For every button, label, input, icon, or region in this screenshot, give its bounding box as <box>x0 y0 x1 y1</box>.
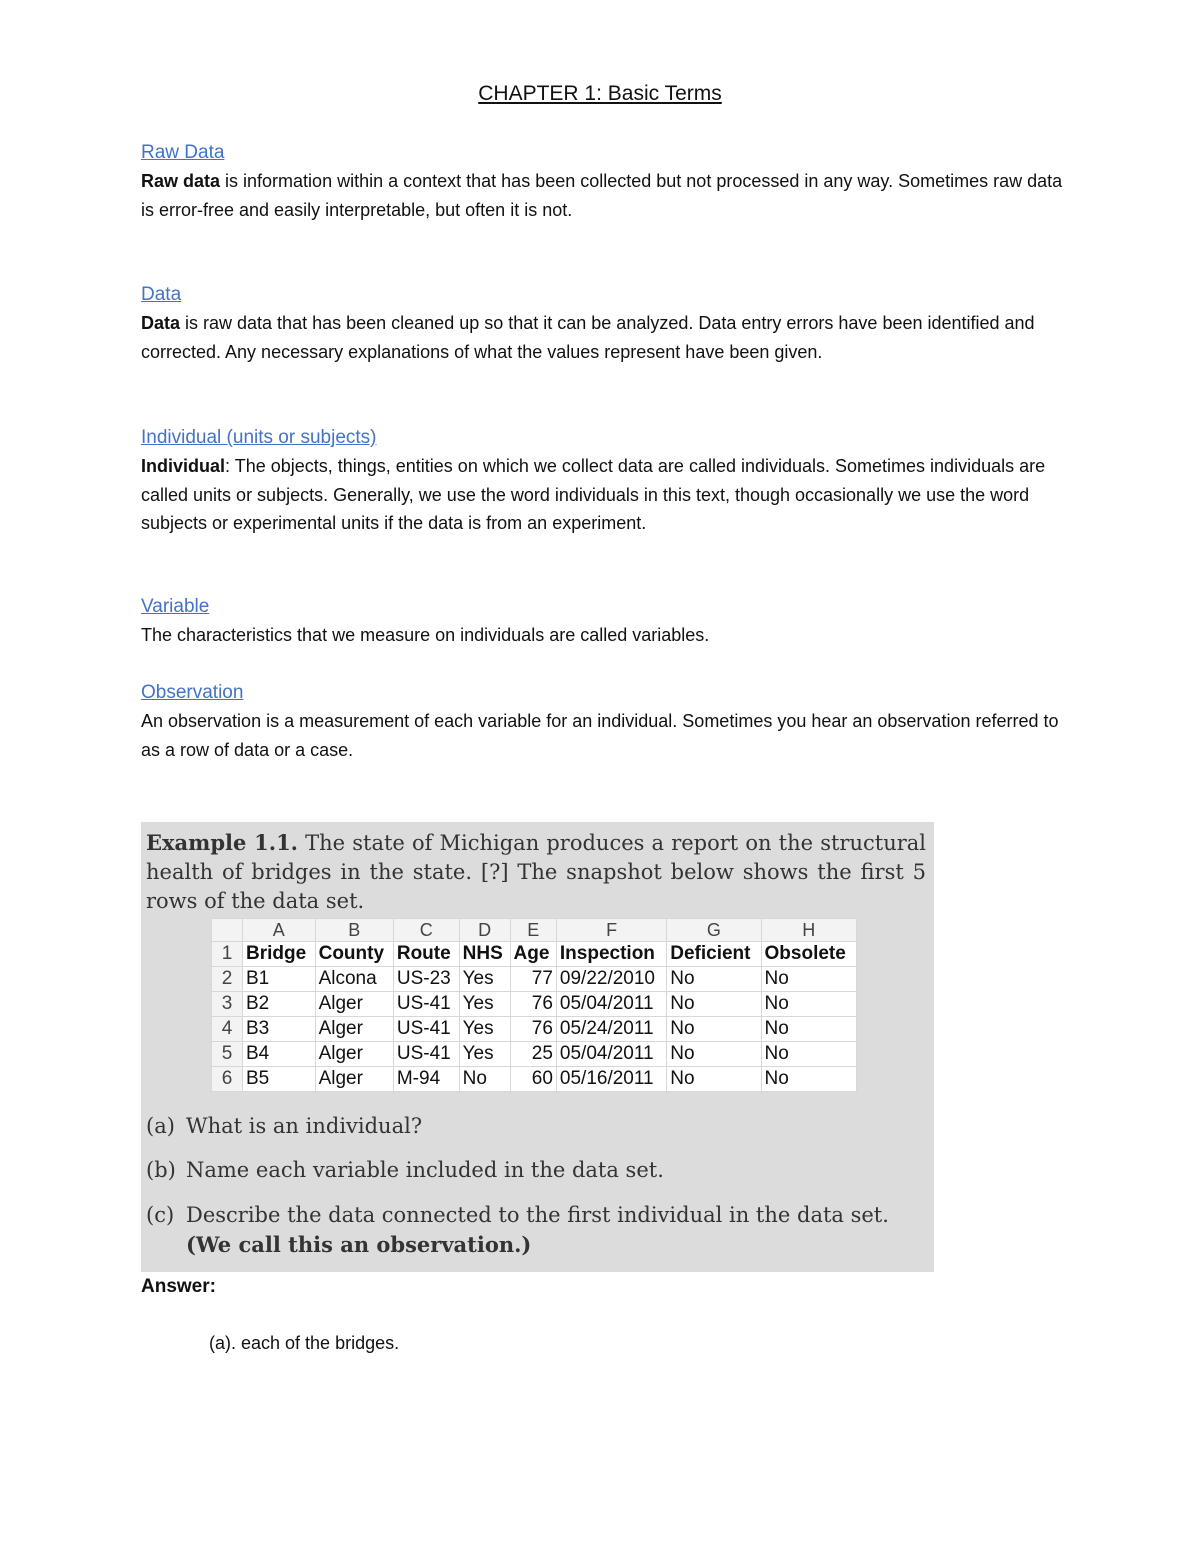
question-label: (b) <box>146 1158 176 1182</box>
table-cell: Yes <box>459 1017 510 1042</box>
definition-text: is information within a context that has been collected but not processed in any way. Sometimes raw data is error-free and easily interpretable, but often it is not. <box>141 171 1063 220</box>
table-cell: B1 <box>243 967 316 992</box>
header-cell: Deficient <box>667 942 761 967</box>
table-cell: 76 <box>510 992 556 1017</box>
header-cell: Obsolete <box>761 942 856 967</box>
section-heading: Data <box>141 284 182 305</box>
table-cell: Alcona <box>315 967 393 992</box>
section-heading: Raw Data <box>141 142 225 163</box>
table-cell: Alger <box>315 992 393 1017</box>
table-row <box>212 1067 857 1092</box>
table-cell: No <box>761 1017 856 1042</box>
row-number: 5 <box>212 1042 243 1067</box>
section-heading: Observation <box>141 682 244 703</box>
section-heading: Variable <box>141 596 210 617</box>
table-cell: Yes <box>459 1042 510 1067</box>
term: Individual <box>141 456 226 476</box>
table-cell: No <box>667 1067 761 1092</box>
section-heading: Individual (units or subjects) <box>141 427 377 448</box>
table-row <box>212 1017 857 1042</box>
table-cell: 05/24/2011 <box>556 1017 666 1042</box>
section-paragraph <box>141 309 1071 366</box>
example-box <box>141 822 934 1272</box>
table-cell: No <box>761 1042 856 1067</box>
question-text-plain: Describe the data connected to the first individual in the data set. <box>186 1203 889 1227</box>
header-cell: Bridge <box>243 942 316 967</box>
row-number: 2 <box>212 967 243 992</box>
table-cell: Yes <box>459 992 510 1017</box>
table-cell: 05/04/2011 <box>556 992 666 1017</box>
table-cell: B5 <box>243 1067 316 1092</box>
row-number: 1 <box>212 942 243 967</box>
table-cell: No <box>459 1067 510 1092</box>
table-cell: 60 <box>510 1067 556 1092</box>
table-cell: M-94 <box>393 1067 459 1092</box>
header-cell: County <box>315 942 393 967</box>
header-cell: Age <box>510 942 556 967</box>
definition-text: : The objects, things, entities on which we collect data are called individuals. Sometimes individuals are called units or subjects. Generally, we use the word individuals in this text, though occasionally we use the word subjects or experimental units if the data is from an experiment. <box>141 456 1046 533</box>
column-letter: A <box>243 919 316 942</box>
column-letter: G <box>667 919 761 942</box>
table-cell: Alger <box>315 1042 393 1067</box>
question-text-bold: (We call this an observation.) <box>186 1232 532 1257</box>
spreadsheet-header-row <box>212 942 857 967</box>
answer-label: Answer: <box>141 1276 216 1297</box>
section-paragraph: The characteristics that we measure on individuals are called variables. <box>141 625 710 645</box>
row-number: 6 <box>212 1067 243 1092</box>
table-cell: 05/16/2011 <box>556 1067 666 1092</box>
table-cell: 05/04/2011 <box>556 1042 666 1067</box>
table-cell: No <box>667 1017 761 1042</box>
table-cell: US-41 <box>393 1042 459 1067</box>
question-text: Name each variable included in the data set. <box>186 1158 664 1182</box>
spreadsheet-corner <box>212 919 243 942</box>
answer-a: (a). each of the bridges. <box>209 1333 400 1353</box>
question-c <box>146 1201 926 1260</box>
column-letter: C <box>393 919 459 942</box>
term: Raw data <box>141 171 221 191</box>
spreadsheet-column-letters <box>212 919 857 942</box>
table-cell: No <box>667 967 761 992</box>
example-label: Example 1.1. <box>146 830 298 855</box>
table-cell: US-23 <box>393 967 459 992</box>
header-cell: Inspection <box>556 942 666 967</box>
column-letter: E <box>510 919 556 942</box>
table-row <box>212 1042 857 1067</box>
page-title: CHAPTER 1: Basic Terms <box>478 82 722 105</box>
table-cell: B3 <box>243 1017 316 1042</box>
table-row <box>212 992 857 1017</box>
header-cell: Route <box>393 942 459 967</box>
column-letter: H <box>761 919 856 942</box>
definition-text: is raw data that has been cleaned up so that it can be analyzed. Data entry errors have been identified and corrected. Any necessary explanations of what the values represent have been given. <box>141 313 1035 362</box>
section-paragraph: An observation is a measurement of each variable for an individual. Sometimes you hear an observation referred to as a row of data or a case. <box>141 711 1059 760</box>
table-cell: Alger <box>315 1067 393 1092</box>
table-cell: Alger <box>315 1017 393 1042</box>
question-label: (c) <box>146 1203 175 1227</box>
table-cell: 77 <box>510 967 556 992</box>
table-cell: 09/22/2010 <box>556 967 666 992</box>
table-cell: US-41 <box>393 992 459 1017</box>
column-letter: B <box>315 919 393 942</box>
section-raw-data <box>141 139 1071 224</box>
table-row <box>212 967 857 992</box>
question-a <box>146 1112 926 1141</box>
example-intro <box>146 828 926 916</box>
term: Data <box>141 313 181 333</box>
example-text: The state of Michigan produces a report on the structural health of bridges in the state. [?] The snapshot below shows the first 5 rows of the data set. <box>146 831 926 913</box>
table-cell: No <box>761 1067 856 1092</box>
table-cell: No <box>667 1042 761 1067</box>
table-cell: B4 <box>243 1042 316 1067</box>
spreadsheet-snapshot <box>211 918 857 1092</box>
section-paragraph <box>141 167 1071 224</box>
section-individual <box>141 424 1071 538</box>
column-letter: F <box>556 919 666 942</box>
question-text: What is an individual? <box>186 1114 423 1138</box>
section-paragraph <box>141 452 1071 538</box>
table-cell: 25 <box>510 1042 556 1067</box>
table-cell: No <box>761 992 856 1017</box>
table-cell: No <box>667 992 761 1017</box>
question-label: (a) <box>146 1114 175 1138</box>
section-observation <box>141 679 1071 764</box>
section-variable <box>141 593 1071 650</box>
table-cell: Yes <box>459 967 510 992</box>
row-number: 4 <box>212 1017 243 1042</box>
column-letter: D <box>459 919 510 942</box>
table-cell: US-41 <box>393 1017 459 1042</box>
section-data <box>141 281 1071 366</box>
header-cell: NHS <box>459 942 510 967</box>
table-cell: No <box>761 967 856 992</box>
table-cell: 76 <box>510 1017 556 1042</box>
question-text <box>186 1201 924 1260</box>
table-cell: B2 <box>243 992 316 1017</box>
row-number: 3 <box>212 992 243 1017</box>
question-b <box>146 1156 926 1185</box>
